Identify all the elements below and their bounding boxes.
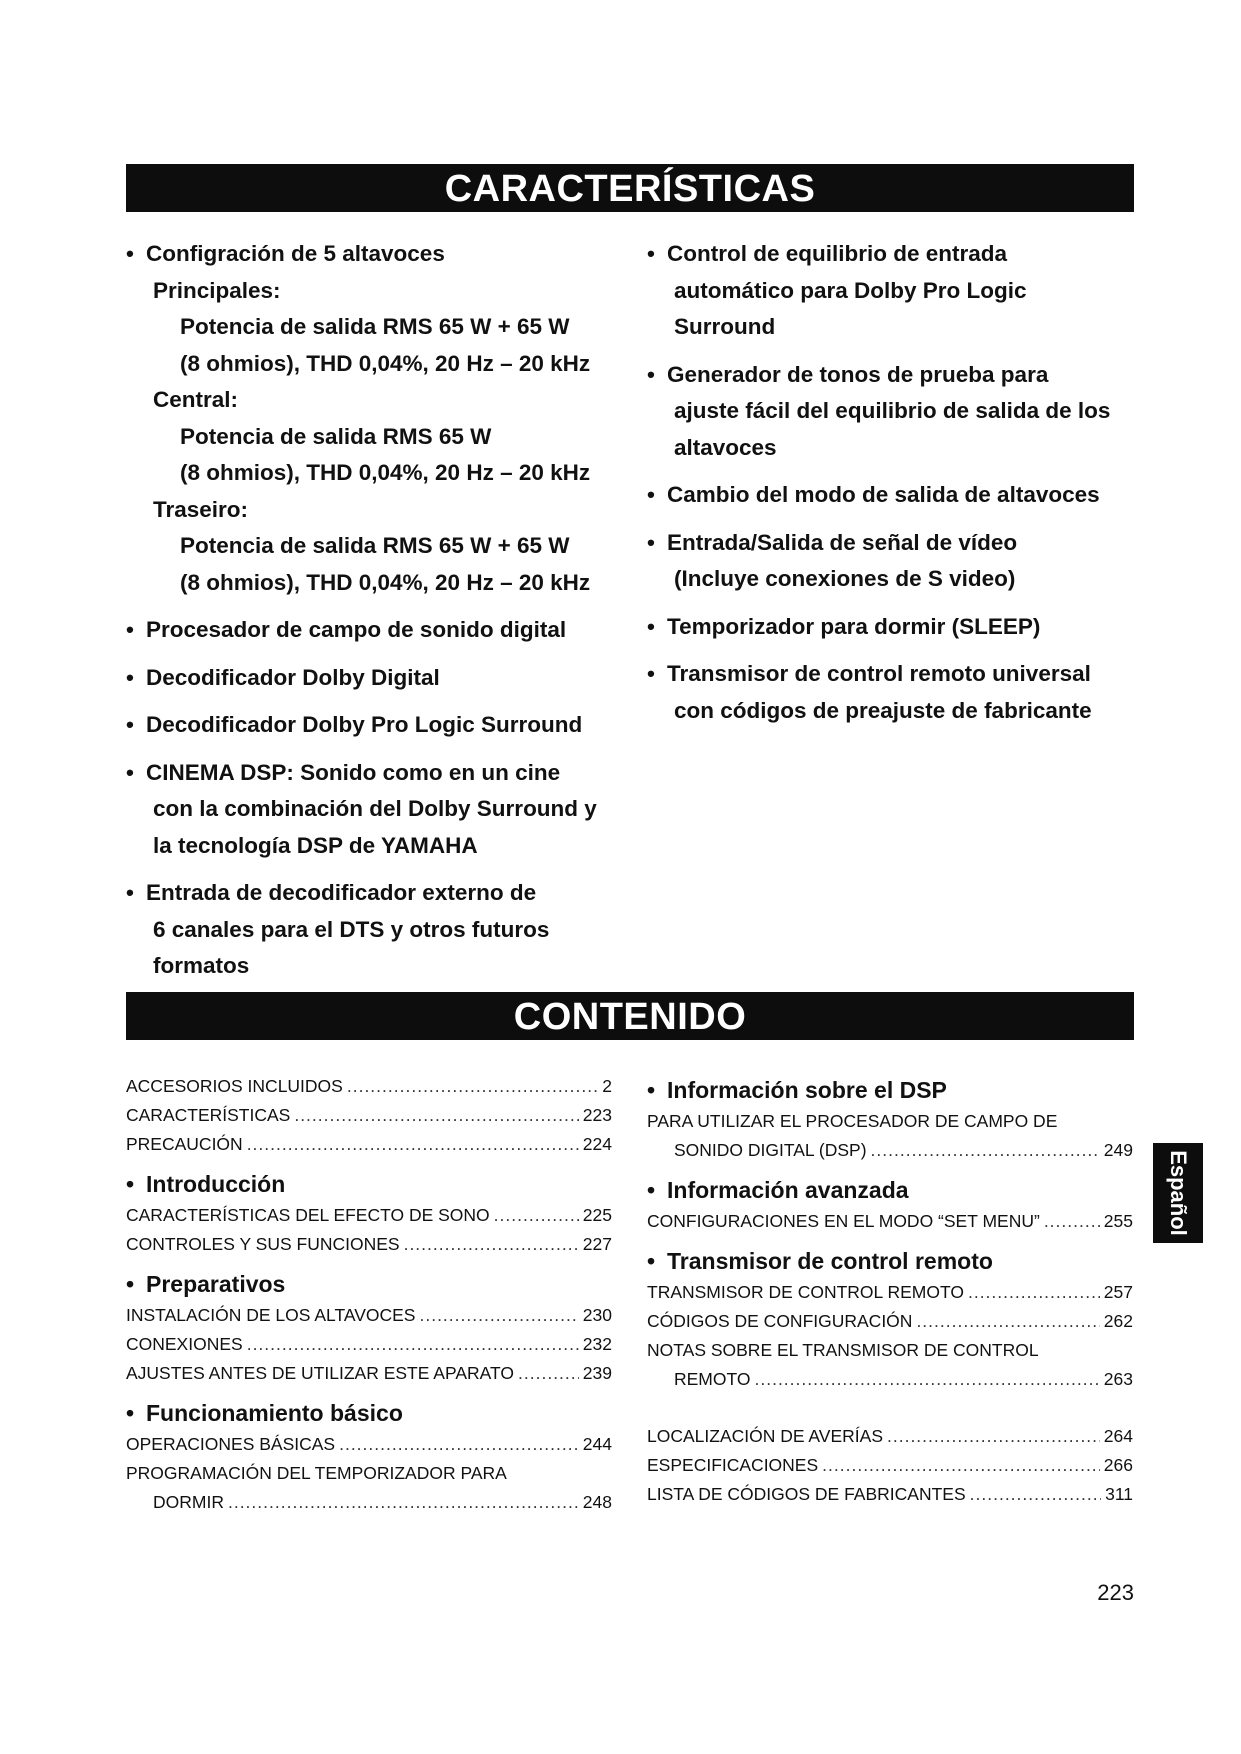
feature-item-text-continued: con códigos de preajuste de fabricante [674,697,1092,723]
toc-entry-title: CÓDIGOS DE CONFIGURACIÓN [647,1311,913,1331]
toc-section-heading [126,1169,612,1199]
toc-section-heading-text: Preparativos [146,1271,286,1297]
toc-entry-page: 232 [582,1334,612,1354]
feature-item-label: Procesador de campo de sonido digital [146,617,567,642]
feature-item [647,477,1147,514]
toc-leader-dots [419,1301,578,1330]
bullet-icon: • [647,613,655,639]
toc-entry-title: NOTAS SOBRE EL TRANSMISOR DE CONTROL [647,1340,1039,1360]
toc-leader-dots [871,1136,1100,1165]
toc-entry-title: INSTALACIÓN DE LOS ALTAVOCES [126,1305,416,1325]
toc-entry-title: CONFIGURACIONES EN EL MODO “SET MENU” [647,1211,1040,1231]
toc-entry [647,1207,1133,1236]
feature-item [647,525,1147,598]
toc-entry-title: AJUSTES ANTES DE UTILIZAR ESTE APARATO [126,1363,515,1383]
feature-item-label: Decodificador Dolby Digital [146,664,440,690]
feature-item-text-continued: Central: [153,387,239,412]
toc-entry-page: 248 [582,1492,612,1512]
feature-item-label: Temporizador para dormir (SLEEP) [667,613,1041,639]
feature-item-text-continued: (8 ohmios), THD 0,04%, 20 Hz – 20 kHz [180,460,591,485]
toc-entry [126,1072,612,1101]
bullet-icon: • [647,661,655,686]
toc-entry-page: 227 [582,1234,612,1254]
features-right-column [647,236,1147,740]
contents-left-column [126,1072,612,1517]
toc-leader-dots [916,1307,1099,1336]
feature-item-text-continued: automático para Dolby Pro Logic [674,277,1027,303]
feature-item [126,707,646,744]
feature-item-text-continued: (Incluye conexiones de S video) [674,566,1016,591]
toc-section-heading-text: Información sobre el DSP [667,1077,947,1103]
feature-item-text [126,660,646,697]
toc-entry-title-continued: SONIDO DIGITAL (DSP) [674,1140,867,1160]
toc-entry [126,1101,612,1130]
feature-item-text-continued: con la combinación del Dolby Surround y [153,796,597,821]
toc-section-heading-text: Introducción [146,1171,286,1197]
feature-item-text-continued: Potencia de salida RMS 65 W [180,423,492,449]
feature-item-text [126,755,646,792]
bullet-icon: • [126,1400,135,1426]
page-number: 223 [1097,1580,1134,1605]
toc-entry-page: 263 [1103,1369,1133,1389]
toc-entry-title: LOCALIZACIÓN DE AVERÍAS [647,1426,883,1446]
bullet-icon: • [647,241,655,266]
bullet-icon: • [126,712,134,737]
feature-item-text-continued: formatos [153,953,250,978]
toc-entry-title: LISTA DE CÓDIGOS DE FABRICANTES [647,1484,966,1504]
toc-entry-page: 223 [582,1105,612,1125]
toc-leader-dots [404,1230,579,1259]
toc-entry-title: ACCESORIOS INCLUIDOS [126,1076,343,1096]
toc-leader-dots [347,1072,598,1101]
feature-item-text-continued: Principales: [153,277,281,303]
toc-section-heading-text: Información avanzada [667,1177,909,1203]
toc-entry-title: ESPECIFICACIONES [647,1455,819,1475]
feature-item [126,612,646,649]
feature-item-text-continued: la tecnología DSP de YAMAHA [153,832,478,858]
language-tab [1153,1143,1203,1243]
bullet-icon: • [126,241,134,266]
feature-item-label: Configración de 5 altavoces [146,241,445,266]
toc-entry [126,1488,612,1517]
toc-entry [126,1130,612,1159]
toc-entry-title: CONTROLES Y SUS FUNCIONES [126,1234,400,1254]
feature-item-text-continued: Potencia de salida RMS 65 W + 65 W [180,533,570,558]
feature-item-label: Generador de tonos de prueba para [667,361,1049,387]
toc-leader-dots [970,1480,1101,1509]
toc-entry-page: 311 [1105,1484,1133,1504]
language-tab-label: Español [1166,1150,1191,1236]
feature-item-text-continued: Potencia de salida RMS 65 W + 65 W [180,314,570,339]
toc-section-heading-text: Funcionamiento básico [146,1400,403,1426]
feature-item-label: CINEMA DSP: Sonido como en un cine [146,759,561,785]
toc-leader-dots [822,1451,1100,1480]
toc-leader-dots [494,1201,579,1230]
feature-item-text [126,612,646,649]
bullet-icon: • [647,482,655,507]
feature-item-text [647,236,1147,273]
feature-item-label: Entrada de decodificador externo de [146,880,537,905]
bullet-icon: • [126,759,134,785]
toc-entry [126,1230,612,1259]
toc-section-heading [126,1269,612,1299]
toc-entry-page: 257 [1103,1282,1133,1302]
feature-item-text-continued: ajuste fácil del equilibrio de salida de los [674,398,1111,423]
toc-entry-title: OPERACIONES BÁSICAS [126,1434,336,1454]
toc-leader-dots [228,1488,579,1517]
toc-entry-title: CARACTERÍSTICAS [126,1105,291,1125]
toc-entry-page: 262 [1103,1311,1133,1331]
contents-title-banner: CONTENIDO [126,992,1134,1040]
bullet-icon: • [126,1271,135,1297]
toc-section-heading [126,1398,612,1428]
feature-item-label: Entrada/Salida de señal de vídeo [667,529,1018,555]
toc-entry-page: 264 [1103,1426,1133,1446]
toc-entry [647,1278,1133,1307]
feature-item-text-continued: (8 ohmios), THD 0,04%, 20 Hz – 20 kHz [180,569,591,595]
toc-entry-page: 225 [582,1205,612,1225]
features-title-banner: CARACTERÍSTICAS [126,164,1134,212]
feature-item-text [126,707,646,744]
bullet-icon: • [647,529,655,555]
toc-leader-dots [339,1430,579,1459]
bullet-icon: • [647,1077,656,1103]
toc-entry [126,1330,612,1359]
feature-item [126,236,646,601]
toc-entry-page: 244 [582,1434,612,1454]
feature-item-label: Control de equilibrio de entrada [667,241,1008,266]
toc-entry-title: PROGRAMACIÓN DEL TEMPORIZADOR PARA [126,1463,507,1483]
toc-entry-page: 249 [1103,1140,1133,1160]
toc-section-heading [647,1175,1133,1205]
feature-item [126,660,646,697]
toc-entry-title: TRANSMISOR DE CONTROL REMOTO [647,1282,964,1302]
toc-leader-dots [755,1365,1100,1394]
bullet-icon: • [647,1248,656,1274]
toc-entry-title: CARACTERÍSTICAS DEL EFECTO DE SONO [126,1205,490,1225]
toc-leader-dots [887,1422,1100,1451]
feature-item [126,875,646,985]
feature-item-text-continued: 6 canales para el DTS y otros futuros [153,916,550,942]
toc-entry [647,1422,1133,1451]
feature-item-text [647,656,1147,693]
toc-section-heading [647,1246,1133,1276]
toc-leader-dots [247,1130,579,1159]
feature-item-label: Decodificador Dolby Pro Logic Surround [146,712,583,737]
toc-entry-page: 239 [582,1363,612,1383]
toc-section-heading [647,1075,1133,1105]
feature-item-text [647,525,1147,562]
toc-section-heading-text: Transmisor de control remoto [667,1248,993,1274]
features-left-column [126,236,646,996]
toc-leader-dots [1044,1207,1100,1236]
feature-item-text [126,236,646,273]
toc-leader-dots [968,1278,1100,1307]
toc-entry-title: CONEXIONES [126,1334,243,1354]
feature-item [647,236,1147,346]
toc-entry-title-continued: REMOTO [674,1369,751,1389]
toc-leader-dots [294,1101,578,1130]
toc-entry-page: 255 [1103,1211,1133,1231]
toc-entry [126,1301,612,1330]
toc-entry [647,1480,1133,1509]
toc-entry [126,1430,612,1459]
toc-entry [126,1359,612,1388]
toc-entry-page: 230 [582,1305,612,1325]
toc-entry [126,1201,612,1230]
feature-item-text [647,477,1147,514]
feature-item [647,609,1147,646]
toc-entry [647,1307,1133,1336]
feature-item-text-continued: (8 ohmios), THD 0,04%, 20 Hz – 20 kHz [180,350,591,376]
feature-item-text-continued: Surround [674,314,776,339]
toc-entry-title: PARA UTILIZAR EL PROCESADOR DE CAMPO DE [647,1111,1058,1131]
toc-entry-page: 266 [1103,1455,1133,1475]
feature-item-text-continued: Traseiro: [153,496,249,522]
toc-entry-page: 2 [602,1076,612,1096]
toc-entry-page: 224 [582,1134,612,1154]
toc-spacer [647,1394,1133,1422]
bullet-icon: • [126,1171,135,1197]
feature-item-label: Transmisor de control remoto universal [667,661,1091,686]
bullet-icon: • [126,617,134,642]
feature-item-text [647,357,1147,394]
toc-leader-dots [247,1330,579,1359]
bullet-icon: • [647,361,655,387]
feature-item [126,755,646,865]
feature-item-text [647,609,1147,646]
bullet-icon: • [126,664,134,690]
toc-entry [647,1451,1133,1480]
feature-item [647,656,1147,729]
toc-entry [647,1365,1133,1394]
toc-leader-dots [518,1359,579,1388]
feature-item-label: Cambio del modo de salida de altavoces [667,482,1100,507]
toc-entry-title: PRECAUCIÓN [126,1134,243,1154]
contents-right-column [647,1075,1133,1509]
bullet-icon: • [126,880,134,905]
feature-item-text [126,875,646,912]
bullet-icon: • [647,1177,656,1203]
feature-item-text-continued: altavoces [674,434,777,460]
feature-item [647,357,1147,467]
toc-entry [647,1136,1133,1165]
toc-entry-title-continued: DORMIR [153,1492,224,1512]
